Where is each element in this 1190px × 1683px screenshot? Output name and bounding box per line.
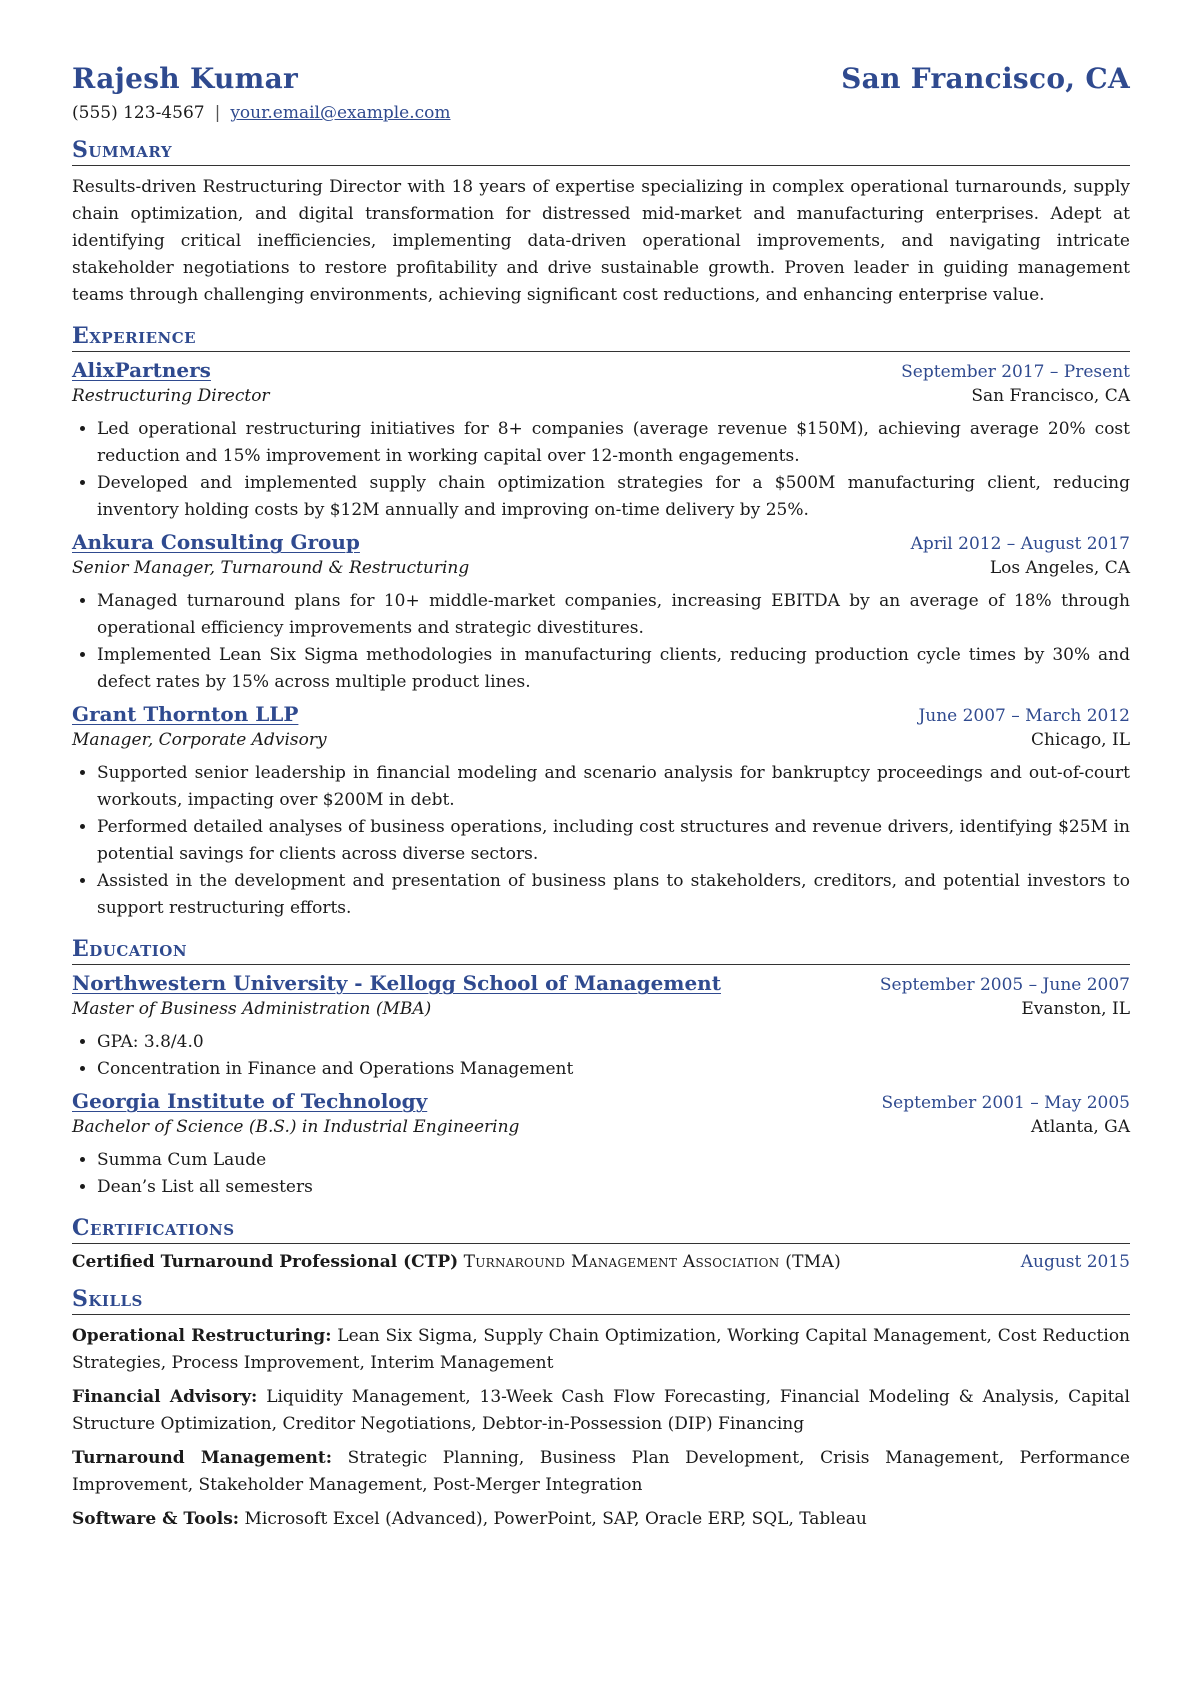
entry-header-row bbox=[72, 358, 1130, 382]
certification-date: August 2015 bbox=[1020, 1252, 1130, 1272]
bullet-item: • Assisted in the development and presentation of business plans to stakeholders, creditors, and potential investors to support restructuring efforts. bbox=[97, 868, 1130, 922]
education-list bbox=[72, 971, 1130, 1201]
bullet-item: • Managed turnaround plans for 10+ middle-market companies, increasing EBITDA by an average of 18% through operational efficiency improvements and strategic divestitures. bbox=[97, 588, 1130, 642]
entry-dates: September 2005 – June 2007 bbox=[879, 975, 1130, 995]
skill-label: Turnaround Management: bbox=[72, 1448, 333, 1468]
contact-line bbox=[72, 103, 1130, 123]
certification-item bbox=[72, 1252, 1130, 1272]
job-title: Restructuring Director bbox=[72, 386, 270, 406]
company-name-link[interactable]: Ankura Consulting Group bbox=[72, 530, 360, 554]
skill-label: Financial Advisory: bbox=[72, 1387, 258, 1407]
entry-location: Chicago, IL bbox=[1031, 730, 1130, 750]
section-title-summary: Summary bbox=[72, 137, 1130, 166]
degree-title: Bachelor of Science (B.S.) in Industrial Engineering bbox=[72, 1117, 520, 1137]
skill-text: Liquidity Management, 13-Week Cash Flow Forecasting, Financial Modeling & Analysis, Capital Structure Optimization, Creditor Negotiations, Debtor-in-Possession (DIP) Financing bbox=[72, 1387, 1130, 1434]
entry-header-row bbox=[72, 971, 1130, 995]
summary-text: Results-driven Restructuring Director with 18 years of expertise specializing in complex operational turnarounds, supply chain optimization, and digital transformation for distressed mid-market and manufacturing enterprises. Adept at identifying critical inefficiencies, implementing data-driven operational improvements, and navigating intricate stakeholder negotiations to restore profitability and drive sustainable growth. Proven leader in guiding management teams through challenging environments, achieving significant cost reductions, and enhancing enterprise value. bbox=[72, 177, 1130, 305]
contact-separator: | bbox=[214, 103, 221, 123]
skill-group bbox=[72, 1323, 1130, 1377]
entry-dates: June 2007 – March 2012 bbox=[918, 706, 1130, 726]
bullet-item: • Dean’s List all semesters bbox=[97, 1174, 1130, 1201]
entry-subheader-row bbox=[72, 382, 1130, 406]
entry-subheader-row bbox=[72, 995, 1130, 1019]
entry-location: Evanston, IL bbox=[1021, 999, 1130, 1019]
skill-label: Software & Tools: bbox=[72, 1509, 240, 1529]
candidate-name: Rajesh Kumar bbox=[72, 62, 299, 95]
entry-location: Atlanta, GA bbox=[1031, 1117, 1130, 1137]
entry-dates: September 2001 – May 2005 bbox=[881, 1093, 1130, 1113]
institution-name-link[interactable]: Georgia Institute of Technology bbox=[72, 1089, 428, 1113]
entry-location: San Francisco, CA bbox=[971, 386, 1130, 406]
entry-subheader-row bbox=[72, 726, 1130, 750]
entry-subheader-row bbox=[72, 554, 1130, 578]
phone-number: (555) 123-4567 bbox=[72, 103, 205, 123]
experience-entry bbox=[72, 530, 1130, 696]
bullet-item: • Supported senior leadership in financial modeling and scenario analysis for bankruptcy proceedings and out-of-court workouts, impacting over $200M in debt. bbox=[97, 760, 1130, 814]
company-name-link[interactable]: Grant Thornton LLP bbox=[72, 702, 299, 726]
candidate-location: San Francisco, CA bbox=[841, 62, 1130, 95]
education-entry bbox=[72, 971, 1130, 1083]
entry-dates: April 2012 – August 2017 bbox=[910, 534, 1130, 554]
section-title-education: Education bbox=[72, 936, 1130, 965]
bullet-item: • Implemented Lean Six Sigma methodologies in manufacturing clients, reducing production cycle times by 30% and defect rates by 15% across multiple product lines. bbox=[97, 642, 1130, 696]
bullet-list bbox=[72, 588, 1130, 696]
entry-dates: September 2017 – Present bbox=[901, 362, 1130, 382]
certification-issuer: Turnaround Management Association (TMA) bbox=[463, 1252, 842, 1272]
resume-header bbox=[72, 62, 1130, 95]
degree-title: Master of Business Administration (MBA) bbox=[72, 999, 432, 1019]
bullet-item: • Led operational restructuring initiatives for 8+ companies (average revenue $150M), achieving average 20% cost reduction and 15% improvement in working capital over 12-month engagements. bbox=[97, 416, 1130, 470]
bullet-item: • Performed detailed analyses of business operations, including cost structures and revenue drivers, identifying $25M in potential savings for clients across diverse sectors. bbox=[97, 814, 1130, 868]
skill-group bbox=[72, 1506, 1130, 1533]
certification-details bbox=[72, 1252, 841, 1272]
entry-subheader-row bbox=[72, 1113, 1130, 1137]
experience-entry bbox=[72, 358, 1130, 524]
institution-name-link[interactable]: Northwestern University - Kellogg School of Management bbox=[72, 971, 721, 995]
section-title-skills: Skills bbox=[72, 1286, 1130, 1315]
section-title-experience: Experience bbox=[72, 323, 1130, 352]
bullet-list bbox=[72, 1029, 1130, 1083]
bullet-list bbox=[72, 416, 1130, 524]
bullet-list bbox=[72, 1147, 1130, 1201]
entry-header-row bbox=[72, 530, 1130, 554]
bullet-item: • Summa Cum Laude bbox=[97, 1147, 1130, 1174]
skill-group bbox=[72, 1384, 1130, 1438]
job-title: Manager, Corporate Advisory bbox=[72, 730, 327, 750]
experience-entry bbox=[72, 702, 1130, 922]
email-link[interactable]: your.email@example.com bbox=[230, 103, 451, 123]
bullet-item: • Concentration in Finance and Operations Management bbox=[97, 1056, 1130, 1083]
entry-header-row bbox=[72, 1089, 1130, 1113]
skill-text: Lean Six Sigma, Supply Chain Optimization, Working Capital Management, Cost Reduction Strategies, Process Improvement, Interim Management bbox=[72, 1326, 1131, 1373]
company-name-link[interactable]: AlixPartners bbox=[72, 358, 211, 382]
skill-text: Strategic Planning, Business Plan Development, Crisis Management, Performance Improvement, Stakeholder Management, Post-Merger Integration bbox=[72, 1448, 1130, 1495]
education-entry bbox=[72, 1089, 1130, 1201]
bullet-item: • Developed and implemented supply chain optimization strategies for a $500M manufacturing client, reducing inventory holding costs by $12M annually and improving on-time delivery by 25%. bbox=[97, 470, 1130, 524]
skill-group bbox=[72, 1445, 1130, 1499]
section-title-certifications: Certifications bbox=[72, 1215, 1130, 1244]
bullet-item: • GPA: 3.8/4.0 bbox=[97, 1029, 1130, 1056]
skill-text: Microsoft Excel (Advanced), PowerPoint, SAP, Oracle ERP, SQL, Tableau bbox=[244, 1509, 867, 1529]
entry-header-row bbox=[72, 702, 1130, 726]
certification-name: Certified Turnaround Professional (CTP) bbox=[72, 1252, 459, 1272]
entry-location: Los Angeles, CA bbox=[989, 558, 1130, 578]
job-title: Senior Manager, Turnaround & Restructuring bbox=[72, 558, 470, 578]
bullet-list bbox=[72, 760, 1130, 922]
skill-label: Operational Restructuring: bbox=[72, 1326, 332, 1346]
experience-list bbox=[72, 358, 1130, 922]
